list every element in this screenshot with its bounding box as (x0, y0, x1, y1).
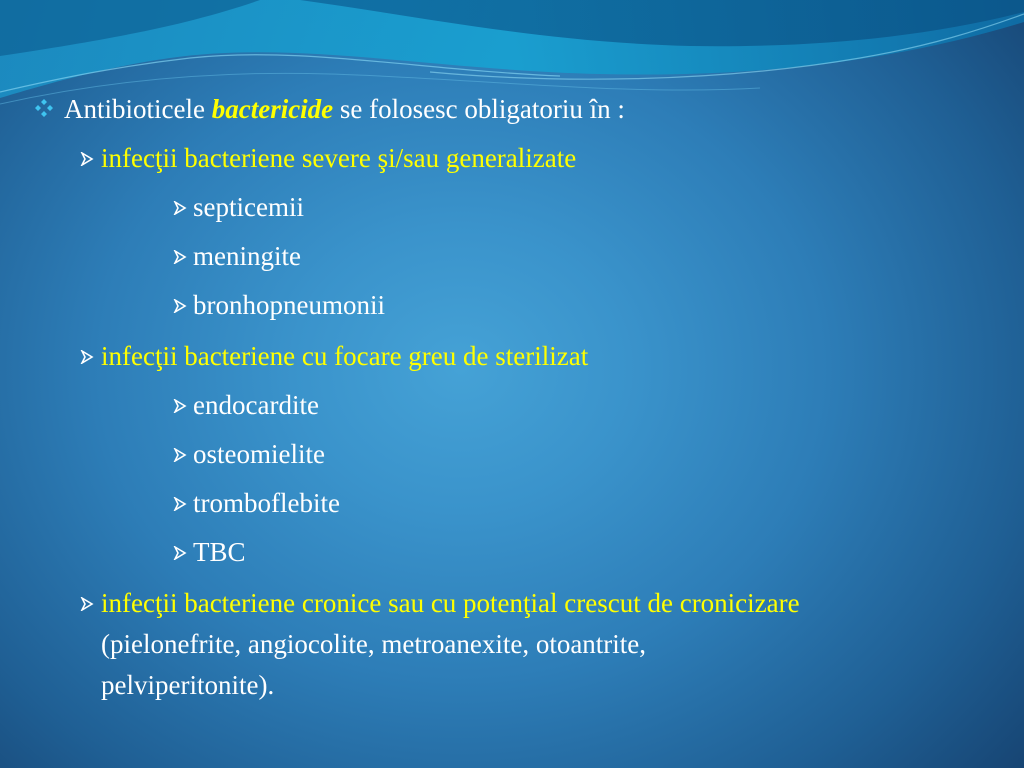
arrow-bullet-icon (173, 546, 187, 560)
arrow-bullet-icon (173, 497, 187, 511)
list-item: endocardite (193, 390, 319, 420)
group-heading-focal: infecţii bacteriene cu focare greu de sterilizat (101, 341, 589, 371)
list-item: TBC (193, 537, 246, 567)
chronic-examples-line-1: (pielonefrite, angiocolite, metroanexite, otoantrite, (101, 629, 647, 659)
intro-emphasis: bactericide (211, 94, 334, 124)
intro-text-before: Antibioticele (64, 94, 205, 124)
arrow-bullet-icon (80, 597, 94, 611)
list-item: meningite (193, 241, 301, 271)
arrow-bullet-icon (80, 350, 94, 364)
diamond-bullet-icon (34, 98, 54, 118)
group-heading-chronic: infecţii bacteriene cronice sau cu potenţial crescut de cronicizare (101, 588, 800, 618)
arrow-bullet-icon (173, 448, 187, 462)
intro-text-after: se folosesc obligatoriu în : (339, 94, 625, 124)
group-heading-severe: infecţii bacteriene severe şi/sau generalizate (101, 143, 577, 173)
list-item: osteomielite (193, 439, 325, 469)
arrow-bullet-icon (173, 201, 187, 215)
arrow-bullet-icon (80, 152, 94, 166)
arrow-bullet-icon (173, 299, 187, 313)
intro-line (64, 94, 625, 124)
arrow-bullet-icon (173, 399, 187, 413)
list-item: septicemii (193, 192, 304, 222)
chronic-examples-line-2: pelviperitonite). (101, 670, 275, 700)
arrow-bullet-icon (173, 250, 187, 264)
list-item: bronhopneumonii (193, 290, 385, 320)
list-item: tromboflebite (193, 488, 340, 518)
